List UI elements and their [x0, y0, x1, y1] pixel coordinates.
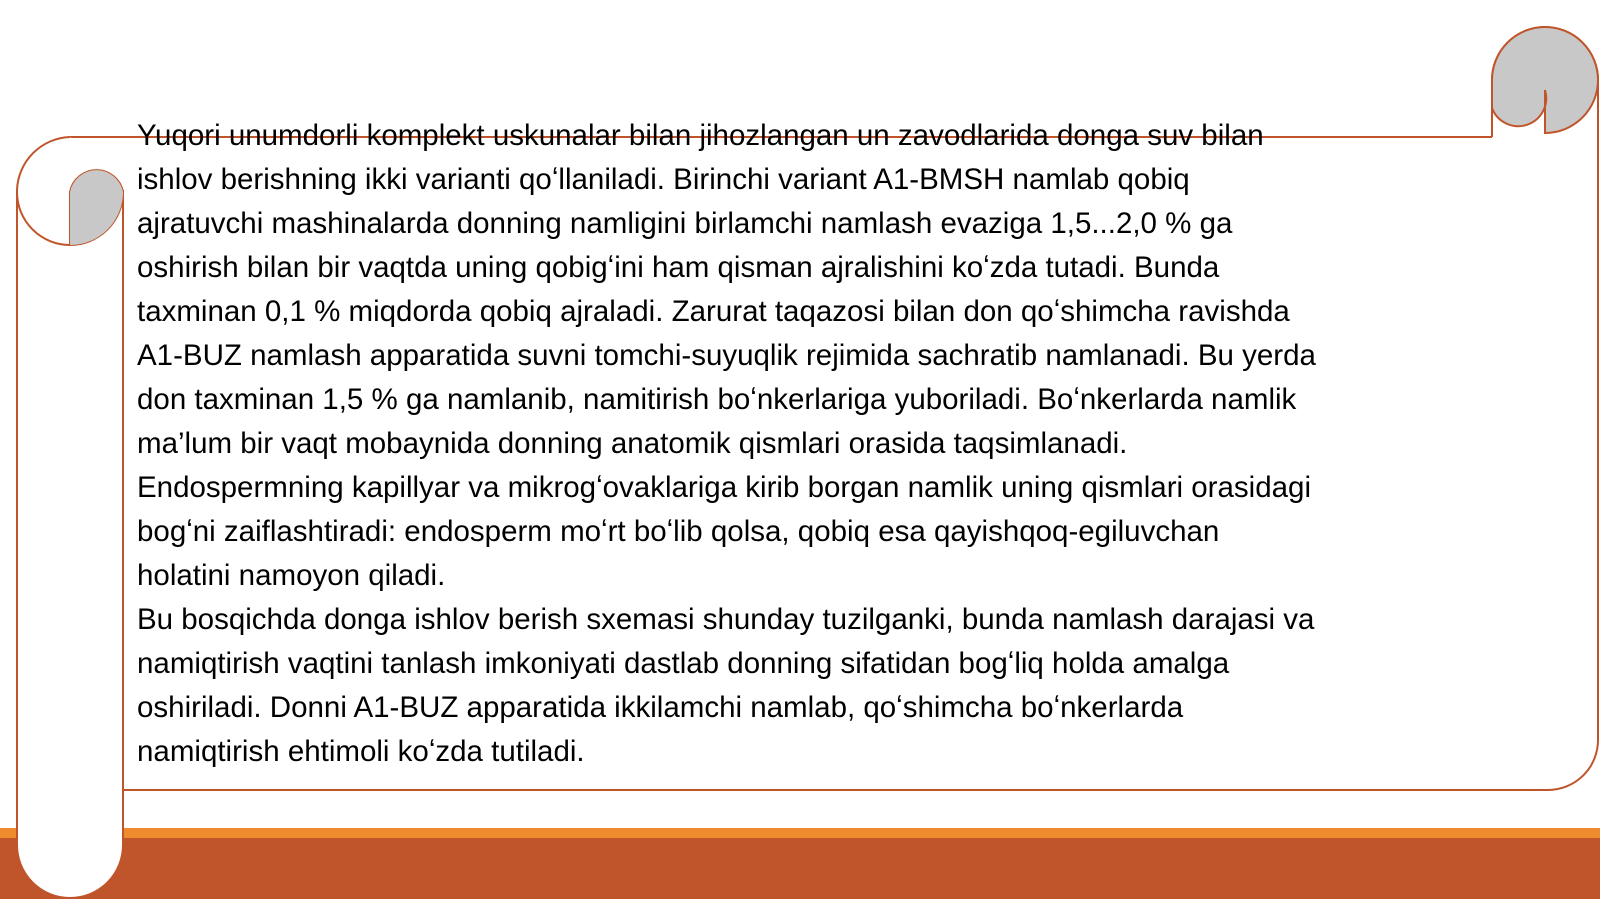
paragraph-1: Yuqori unumdorli komplekt uskunalar bilan jihozlangan un zavodlarida donga suv bilan ishlov berishning ikki varianti qoʻllaniladi. Birinchi variant A1-BMSH namlab qobiq ajratuvchi mashinalarda donning namligini birlamchi namlash evaziga 1,5...2,0 % ga oshirish bilan bir vaqtda uning qobigʻini ham qisman ajralishini koʻzda tutadi. Bunda taxminan 0,1 % miqdorda qobiq ajraladi. Zarurat taqazosi bilan don qoʻshimcha ravishda A1-BUZ namlash apparatida suvni tomchi-suyuqlik rejimida sachratib namlanadi. Bu yerda don taxminan 1,5 % ga namlanib, namitirish boʻnkerlariga yuboriladi. Boʻnkerlarda namlik ma’lum bir vaqt mobaynida donning anatomik qismlari orasida taqsimlanadi. Endospermning kapillyar va mikrogʻovaklariga kirib borgan namlik uning qismlari orasidagi bogʻni zaiflashtiradi: endosperm moʻrt boʻlib qolsa, qobiq esa qayishqoq-egiluvchan holatini namoyon qiladi. — [137, 119, 1316, 592]
scroll-top-right-curl — [1492, 27, 1598, 133]
scroll-left-roll — [17, 137, 123, 898]
paragraph-2: Bu bosqichda donga ishlov berish sxemasi shunday tuzilganki, bunda namlash darajasi va namiqtirish vaqtini tanlash imkoniyati dastlab donning sifatidan bogʻliq holda amalga oshiriladi. Donni A1-BUZ apparatida ikkilamchi namlab, qoʻshimcha boʻnkerlarda namiqtirish ehtimoli koʻzda tutiladi. — [137, 603, 1315, 768]
body-text-block — [137, 114, 1477, 774]
scroll-top-right-roll — [1492, 27, 1598, 790]
